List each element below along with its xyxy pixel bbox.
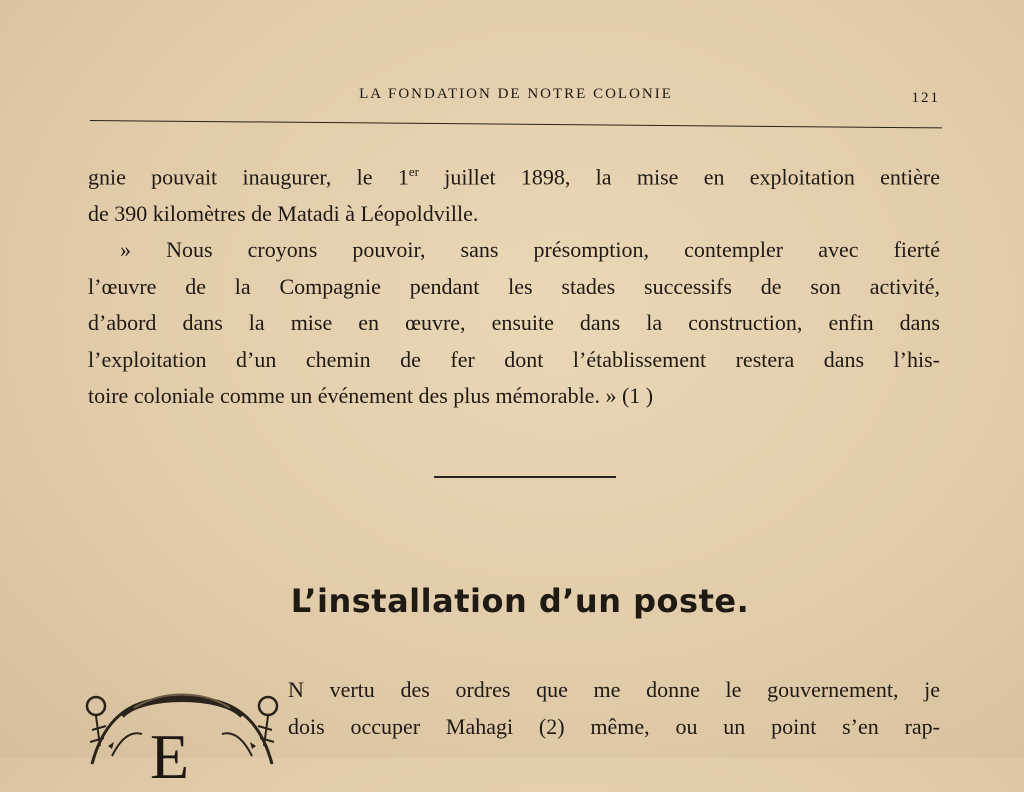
text-line: toire coloniale comme un événement des plus mémorable. » (1 )	[88, 383, 654, 409]
running-title: LA FONDATION DE NOTRE COLONIE	[359, 86, 673, 102]
text-line: de 390 kilomètres de Matadi à Léopoldville.	[88, 200, 479, 226]
section-paragraph	[288, 672, 940, 745]
section-divider	[434, 476, 616, 478]
text-line: l’œuvre de la Compagnie pendant les stades successifs de son activité,	[88, 273, 940, 299]
text-line: dois occuper Mahagi (2) même, ou un point s’en rap-	[288, 713, 940, 739]
body-text	[88, 154, 940, 415]
text-fragment: juillet 1898, la mise en exploitation entière	[418, 164, 940, 190]
text-fragment: gnie pouvait inaugurer, le 1	[88, 164, 409, 190]
superscript: er	[408, 164, 419, 179]
section-heading: L’installation d’un poste.	[290, 582, 750, 620]
header-rule	[90, 120, 942, 128]
drop-cap: E	[150, 721, 190, 792]
text-line: N vertu des ordres que me donne le gouvernement, je	[288, 677, 940, 702]
text-line	[88, 154, 940, 196]
page-number: 121	[911, 90, 940, 106]
text-line: l’exploitation d’un chemin de fer dont l’établissement restera dans l’his-	[88, 346, 940, 372]
text-line: d’abord dans la mise en œuvre, ensuite dans la construction, enfin dans	[88, 310, 940, 336]
text-line: » Nous croyons pouvoir, sans présomption, contempler avec fierté	[120, 237, 940, 263]
running-head	[92, 84, 940, 114]
